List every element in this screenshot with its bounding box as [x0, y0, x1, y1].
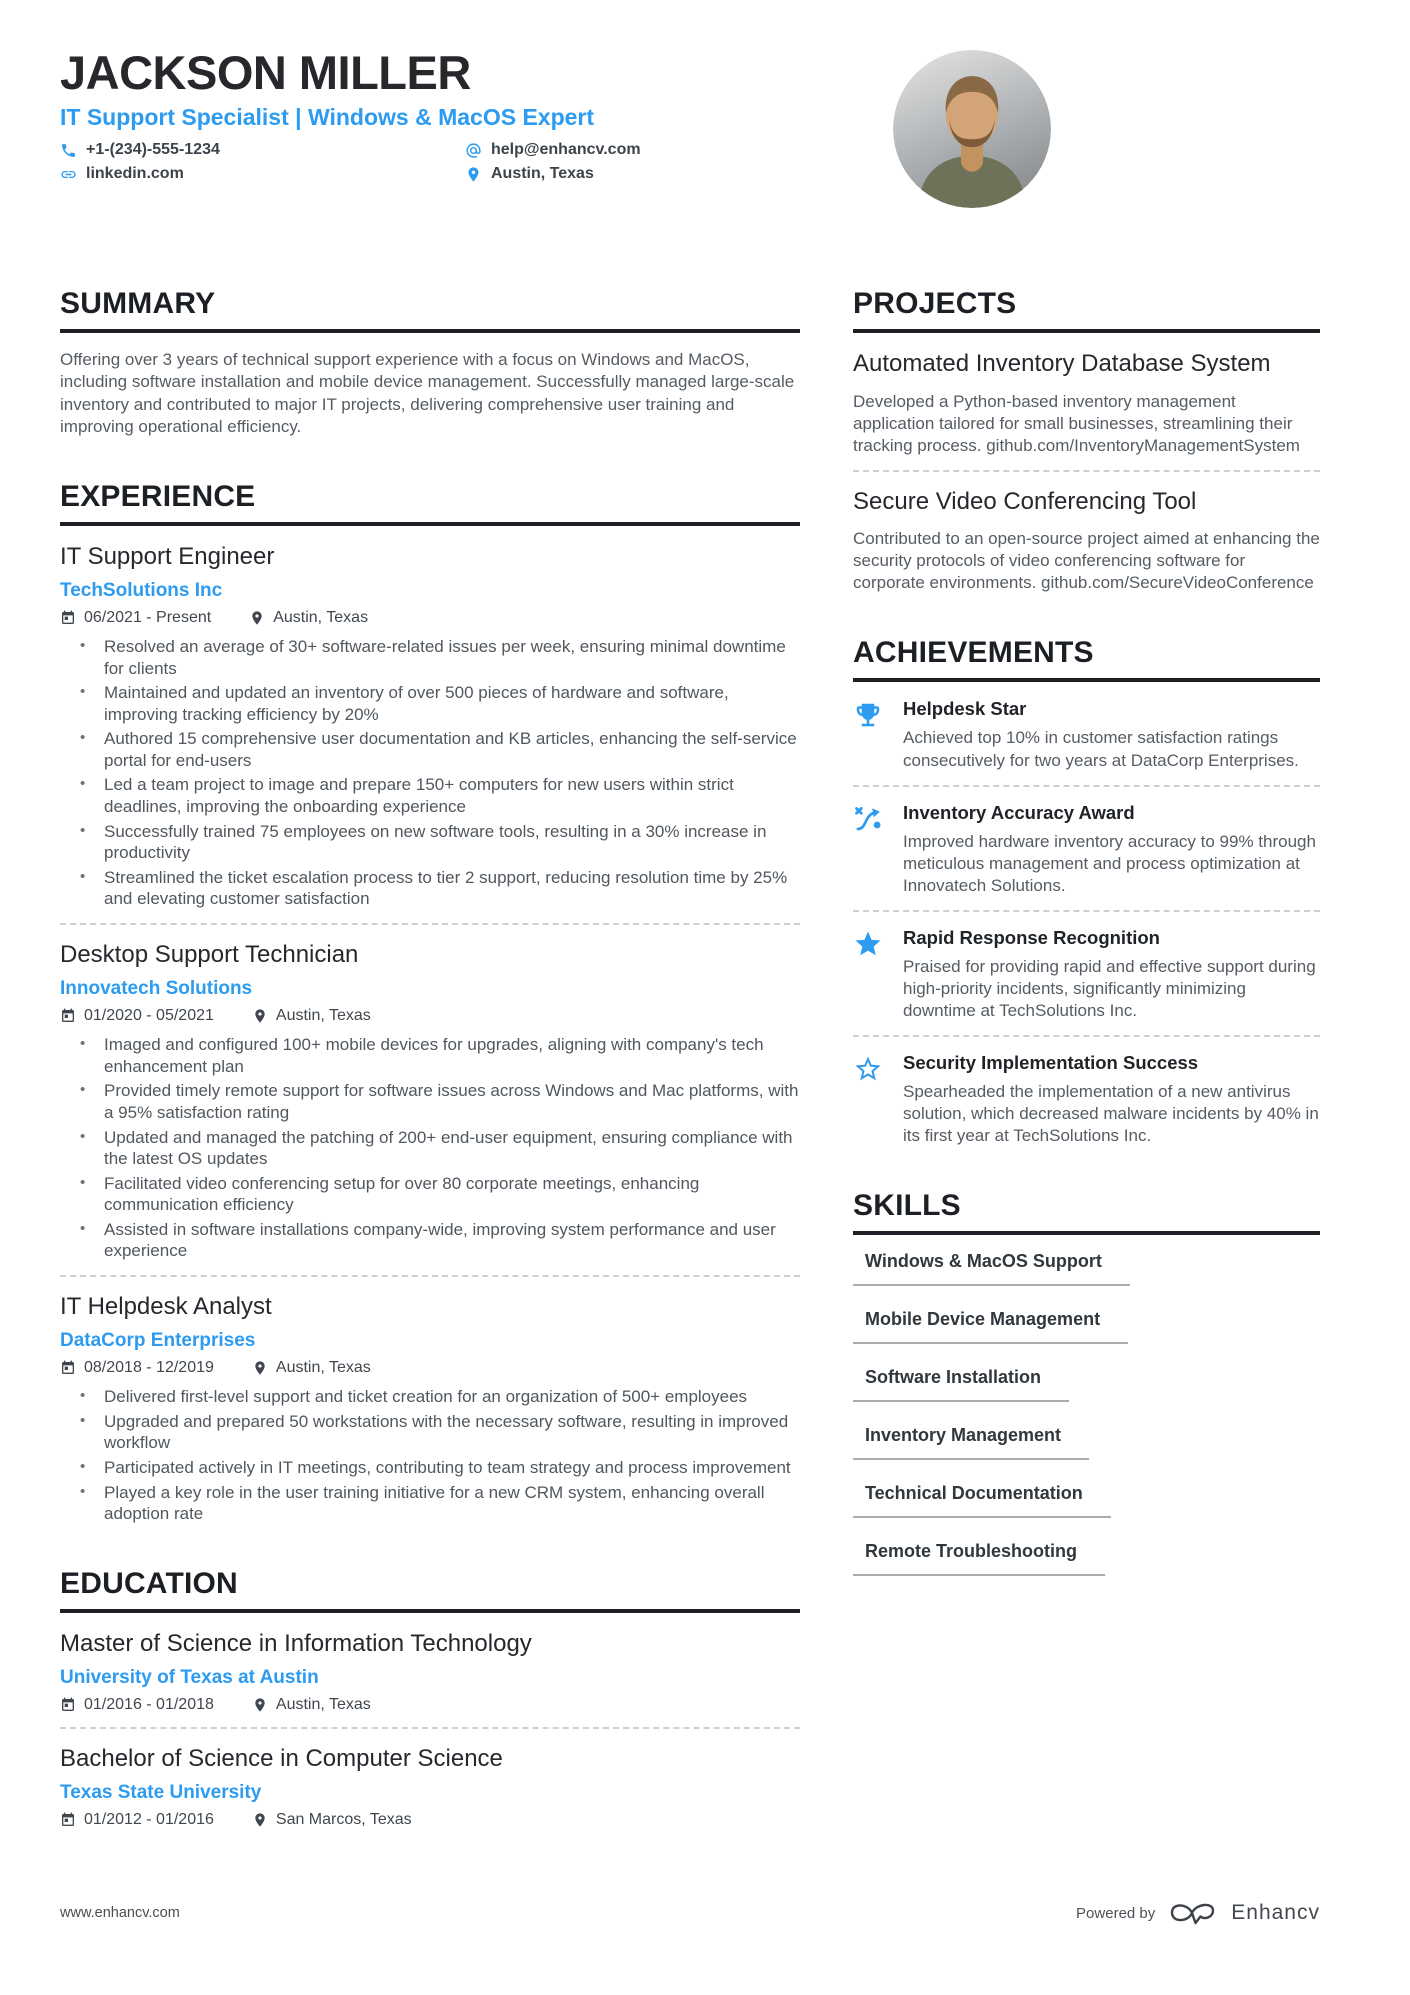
skill-item: Software Installation: [853, 1367, 1069, 1402]
summary-section: [60, 287, 800, 437]
summary-text: Offering over 3 years of technical support experience with a focus on Windows and MacOS, including software installation and mobile device management. Successfully managed large-scale inventory and contributed to major IT projects, delivering comprehensive user training and improving operational efficiency.: [60, 350, 795, 436]
bullet: • Led a team project to image and prepare 150+ computers for new users within strict deadlines, improving the onboarding experience: [60, 774, 800, 817]
right-column: [853, 287, 1320, 1871]
enhancv-logo-icon: [1167, 1898, 1219, 1928]
degree: Bachelor of Science in Computer Science: [60, 1744, 503, 1772]
skill-item: Technical Documentation: [853, 1483, 1111, 1518]
summary-heading: SUMMARY: [60, 287, 800, 333]
calendar-icon: [60, 610, 76, 626]
job-bullets: [60, 1034, 800, 1262]
skill-item: Inventory Management: [853, 1425, 1089, 1460]
education-location: San Marcos, Texas: [252, 1811, 412, 1829]
star-filled-icon: [853, 927, 887, 1022]
divider: [853, 470, 1320, 472]
contact-info: [60, 141, 690, 183]
job-meta: [60, 609, 800, 627]
job-location: Austin, Texas: [252, 1359, 371, 1377]
skills-section: [853, 1189, 1320, 1576]
achievement-description: Achieved top 10% in customer satisfaction ratings consecutively for two years at DataCorp Enterprises.: [903, 728, 1299, 770]
achievement-title: Helpdesk Star: [903, 698, 1027, 720]
achievement-description: Improved hardware inventory accuracy to 99% through meticulous management and process optimization at Innovatech Solutions.: [903, 831, 1316, 895]
linkedin-contact: [60, 165, 465, 183]
left-column: [60, 287, 800, 1871]
achievement-entry: [853, 698, 1320, 771]
experience-section: [60, 480, 800, 1525]
divider: [60, 1727, 800, 1729]
divider: [853, 785, 1320, 787]
project-description: Contributed to an open-source project aimed at enhancing the security protocols of video conferencing software for corporate environments. github.com/SecureVideoConference: [853, 529, 1320, 593]
achievements-heading: ACHIEVEMENTS: [853, 636, 1320, 682]
projects-section: [853, 287, 1320, 594]
school-name: University of Texas at Austin: [60, 1666, 319, 1688]
bullet: • Successfully trained 75 employees on new software tools, resulting in a 30% increase in productivity: [60, 821, 800, 864]
divider: [853, 910, 1320, 912]
location-pin-icon: [249, 610, 265, 626]
location-text: Austin, Texas: [491, 165, 594, 183]
skill-item: Remote Troubleshooting: [853, 1541, 1105, 1576]
bullet: • Provided timely remote support for software issues across Windows and Mac platforms, with a 95% satisfaction rating: [60, 1080, 800, 1123]
content-columns: [0, 287, 1410, 1871]
avatar: [893, 50, 1051, 208]
achievement-title: Inventory Accuracy Award: [903, 801, 1135, 823]
location-pin-icon: [252, 1360, 268, 1376]
experience-entry: [60, 542, 800, 910]
job-title: Desktop Support Technician: [60, 940, 359, 968]
achievement-title: Rapid Response Recognition: [903, 926, 1160, 948]
experience-heading: EXPERIENCE: [60, 480, 800, 526]
resume-header: [0, 0, 1410, 183]
project-entry: [853, 487, 1320, 595]
footer-website: www.enhancv.com: [60, 1905, 180, 1921]
star-outline-icon: [853, 1052, 887, 1147]
calendar-icon: [60, 1008, 76, 1024]
skills-heading: SKILLS: [853, 1189, 1320, 1235]
company-name: DataCorp Enterprises: [60, 1330, 256, 1352]
phone-contact: [60, 141, 465, 159]
divider: [60, 923, 800, 925]
bullet: • Streamlined the ticket escalation process to tier 2 support, reducing resolution time by 25% and elevating customer satisfaction: [60, 867, 800, 910]
phone-number: +1-(234)-555-1234: [86, 141, 220, 159]
achievement-description: Praised for providing rapid and effective support during high-priority incidents, significantly minimizing downtime at TechSolutions Inc.: [903, 956, 1316, 1021]
education-location: Austin, Texas: [252, 1696, 371, 1714]
link-icon: [60, 166, 77, 183]
phone-icon: [60, 142, 77, 159]
calendar-icon: [60, 1360, 76, 1376]
avatar-photo: [893, 50, 1051, 208]
candidate-name: JACKSON MILLER: [60, 46, 471, 99]
company-name: Innovatech Solutions: [60, 978, 253, 1000]
project-title: Automated Inventory Database System: [853, 350, 1271, 378]
job-dates: 01/2020 - 05/2021: [60, 1007, 214, 1025]
education-heading: EDUCATION: [60, 1567, 800, 1613]
achievements-section: [853, 636, 1320, 1147]
job-title: IT Helpdesk Analyst: [60, 1292, 272, 1320]
powered-by: [1076, 1898, 1320, 1928]
project-description: Developed a Python-based inventory management application tailored for small businesses, streamlining their tracking process. github.com/InventoryManagementSystem: [853, 391, 1300, 455]
degree: Master of Science in Information Technology: [60, 1629, 532, 1657]
candidate-title: IT Support Specialist | Windows & MacOS Expert: [60, 104, 595, 131]
skill-item: Windows & MacOS Support: [853, 1251, 1130, 1286]
location-pin-icon: [252, 1008, 268, 1024]
job-dates: 06/2021 - Present: [60, 609, 211, 627]
education-meta: [60, 1811, 800, 1829]
bullet: • Authored 15 comprehensive user documentation and KB articles, enhancing the self-service portal for end-users: [60, 728, 800, 771]
calendar-icon: [60, 1812, 76, 1828]
location-pin-icon: [252, 1812, 268, 1828]
divider: [853, 1035, 1320, 1037]
bullet: • Resolved an average of 30+ software-related issues per week, ensuring minimal downtime for clients: [60, 636, 800, 679]
education-section: [60, 1567, 800, 1830]
location-contact: [465, 165, 690, 183]
email-at-icon: [465, 142, 482, 159]
education-entry: [60, 1629, 800, 1714]
job-dates: 08/2018 - 12/2019: [60, 1359, 214, 1377]
bullet: • Maintained and updated an inventory of over 500 pieces of hardware and software, improving tracking efficiency by 20%: [60, 682, 800, 725]
location-pin-icon: [465, 166, 482, 183]
email-contact: [465, 141, 690, 159]
linkedin-text: linkedin.com: [86, 165, 184, 183]
experience-entry: [60, 1292, 800, 1525]
bullet: • Played a key role in the user training initiative for a new CRM system, enhancing overall adoption rate: [60, 1482, 800, 1525]
bullet: • Facilitated video conferencing setup for over 80 corporate meetings, enhancing communication efficiency: [60, 1173, 800, 1216]
job-bullets: [60, 636, 800, 910]
calendar-icon: [60, 1697, 76, 1713]
skill-item: Mobile Device Management: [853, 1309, 1128, 1344]
job-meta: [60, 1007, 800, 1025]
skills-list: [853, 1251, 1320, 1576]
education-dates: 01/2016 - 01/2018: [60, 1696, 214, 1714]
bullet: • Updated and managed the patching of 200+ end-user equipment, ensuring compliance with the latest OS updates: [60, 1127, 800, 1170]
project-title: Secure Video Conferencing Tool: [853, 487, 1197, 515]
achievement-entry: [853, 1052, 1320, 1147]
education-meta: [60, 1696, 800, 1714]
school-name: Texas State University: [60, 1782, 262, 1804]
experience-entry: [60, 940, 800, 1262]
achievement-entry: [853, 802, 1320, 897]
job-meta: [60, 1359, 800, 1377]
divider: [60, 1275, 800, 1277]
strategy-icon: [853, 802, 887, 897]
job-location: Austin, Texas: [249, 609, 368, 627]
location-pin-icon: [252, 1697, 268, 1713]
email-address: help@enhancv.com: [491, 141, 641, 159]
bullet: • Participated actively in IT meetings, contributing to team strategy and process improvement: [60, 1457, 800, 1479]
achievement-description: Spearheaded the implementation of a new antivirus solution, which decreased malware incidents by 40% in its first year at TechSolutions Inc.: [903, 1082, 1319, 1146]
trophy-icon: [853, 698, 887, 771]
brand-name: Enhancv: [1231, 1901, 1320, 1924]
project-entry: [853, 349, 1320, 457]
achievement-title: Security Implementation Success: [903, 1052, 1199, 1074]
bullet: • Imaged and configured 100+ mobile devices for upgrades, aligning with company's tech enhancement plan: [60, 1034, 800, 1077]
projects-heading: PROJECTS: [853, 287, 1320, 333]
achievement-entry: [853, 927, 1320, 1022]
page-footer: [60, 1898, 1320, 1928]
job-bullets: [60, 1386, 800, 1524]
bullet: • Assisted in software installations company-wide, improving system performance and user experience: [60, 1219, 800, 1262]
job-location: Austin, Texas: [252, 1007, 371, 1025]
education-entry: [60, 1744, 800, 1829]
bullet: • Upgraded and prepared 50 workstations with the necessary software, resulting in improved workflow: [60, 1411, 800, 1454]
education-dates: 01/2012 - 01/2016: [60, 1811, 214, 1829]
bullet: • Delivered first-level support and ticket creation for an organization of 500+ employees: [60, 1386, 800, 1408]
powered-by-label: Powered by: [1076, 1904, 1156, 1922]
job-title: IT Support Engineer: [60, 542, 275, 570]
company-name: TechSolutions Inc: [60, 579, 223, 601]
